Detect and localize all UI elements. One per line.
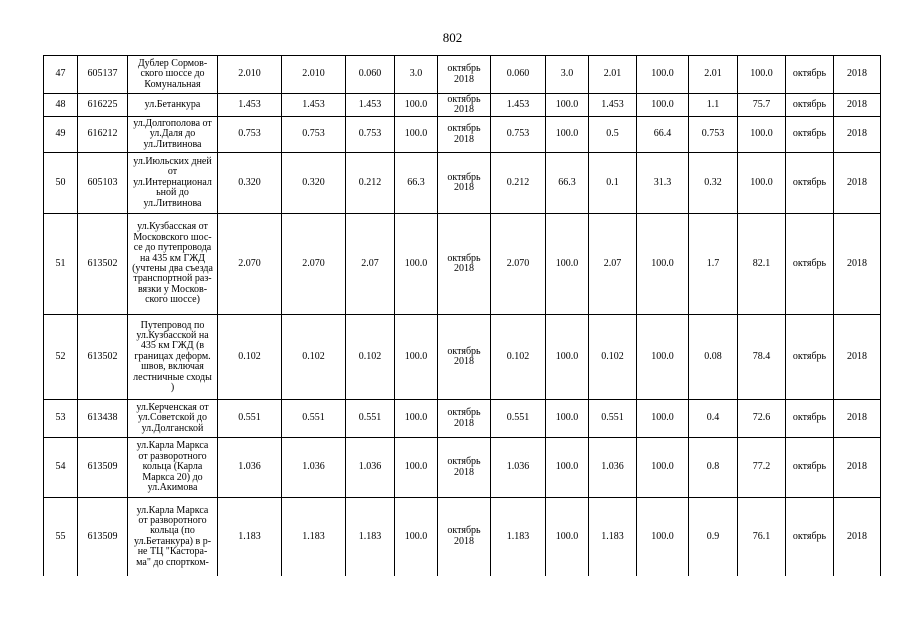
table-cell: ул.Кузбасская от Московского шос- се до путепровода на 435 км ГЖД (учтены два съезда транспортной раз- вязки у Москов- ского шоссе) <box>128 214 218 315</box>
table-body <box>44 56 881 576</box>
table-cell: 0.753 <box>346 117 395 153</box>
table-cell: ул.Бетанкура <box>128 94 218 117</box>
table-cell: Путепровод по ул.Кузбасской на 435 км ГЖД (в границах деформ. швов, включая лестничные сходы ) <box>128 315 218 400</box>
table-cell: октябрь 2018 <box>438 117 491 153</box>
table-cell: 66.3 <box>546 153 589 214</box>
table-cell: 100.0 <box>395 117 438 153</box>
table-row <box>44 315 881 400</box>
table-cell: 0.551 <box>346 400 395 438</box>
table-cell: 2018 <box>834 315 881 400</box>
table-cell: 100.0 <box>395 214 438 315</box>
table-cell: 1.036 <box>491 438 546 498</box>
table-cell: 2018 <box>834 94 881 117</box>
table-cell: 0.4 <box>689 400 738 438</box>
table-cell: 100.0 <box>546 94 589 117</box>
table-cell: 100.0 <box>637 56 689 94</box>
table-cell: 1.453 <box>218 94 282 117</box>
table-cell: 100.0 <box>395 315 438 400</box>
table-cell: 77.2 <box>738 438 786 498</box>
table-cell: 1.036 <box>282 438 346 498</box>
table-cell: 54 <box>44 438 78 498</box>
table-cell: 2.070 <box>491 214 546 315</box>
table-cell: октябрь <box>786 315 834 400</box>
table-cell: 100.0 <box>395 498 438 576</box>
table-cell: 0.9 <box>689 498 738 576</box>
table-cell: ул.Июльских дней от ул.Интернационал ьной до ул.Литвинова <box>128 153 218 214</box>
table-cell: 2018 <box>834 400 881 438</box>
table-cell: 616212 <box>78 117 128 153</box>
table-cell: октябрь <box>786 153 834 214</box>
table-cell: 31.3 <box>637 153 689 214</box>
table-cell: октябрь <box>786 94 834 117</box>
table-cell: 82.1 <box>738 214 786 315</box>
table-cell: 2018 <box>834 438 881 498</box>
table-cell: октябрь 2018 <box>438 400 491 438</box>
table-cell: 100.0 <box>546 438 589 498</box>
table-cell: 0.551 <box>589 400 637 438</box>
table-cell: 0.32 <box>689 153 738 214</box>
table-cell: 1.453 <box>346 94 395 117</box>
table-cell: 66.3 <box>395 153 438 214</box>
table-cell: 0.753 <box>491 117 546 153</box>
table-cell: 2018 <box>834 214 881 315</box>
table-cell: 1.036 <box>589 438 637 498</box>
table-cell: ул.Карла Маркса от разворотного кольца (Карла Маркса 20) до ул.Акимова <box>128 438 218 498</box>
table-cell: 76.1 <box>738 498 786 576</box>
table-cell: октябрь <box>786 438 834 498</box>
table-cell: 1.183 <box>589 498 637 576</box>
table-row <box>44 400 881 438</box>
table-cell: 1.1 <box>689 94 738 117</box>
table-cell: 100.0 <box>395 94 438 117</box>
table-cell: 1.183 <box>282 498 346 576</box>
table-cell: 2.010 <box>218 56 282 94</box>
table-cell: 0.102 <box>491 315 546 400</box>
table-cell: 66.4 <box>637 117 689 153</box>
table-cell: 0.551 <box>491 400 546 438</box>
table-cell: 0.5 <box>589 117 637 153</box>
table-cell: октябрь 2018 <box>438 94 491 117</box>
table-cell: 1.183 <box>346 498 395 576</box>
table-cell: 75.7 <box>738 94 786 117</box>
table-cell: 52 <box>44 315 78 400</box>
table-cell: 100.0 <box>738 56 786 94</box>
table-cell: октябрь 2018 <box>438 56 491 94</box>
table-cell: 2018 <box>834 56 881 94</box>
table-cell: октябрь 2018 <box>438 214 491 315</box>
table-cell: Дублер Сормов- ского шоссе до Комунальная <box>128 56 218 94</box>
table-cell: 100.0 <box>637 214 689 315</box>
table-cell: октябрь 2018 <box>438 315 491 400</box>
table-cell: 0.753 <box>282 117 346 153</box>
table-cell: 48 <box>44 94 78 117</box>
table-row <box>44 117 881 153</box>
table-cell: 2.01 <box>689 56 738 94</box>
table-cell: октябрь <box>786 400 834 438</box>
table-cell: 0.102 <box>218 315 282 400</box>
table-cell: октябрь <box>786 214 834 315</box>
table-cell: 605103 <box>78 153 128 214</box>
table-cell: 1.453 <box>282 94 346 117</box>
table-cell: 613502 <box>78 315 128 400</box>
table-cell: 2.070 <box>282 214 346 315</box>
table-cell: 2.07 <box>346 214 395 315</box>
table-cell: 2018 <box>834 153 881 214</box>
table-cell: 53 <box>44 400 78 438</box>
table-row <box>44 498 881 576</box>
table-cell: 0.212 <box>346 153 395 214</box>
table-cell: 0.753 <box>689 117 738 153</box>
table-row <box>44 56 881 94</box>
table-cell: 100.0 <box>546 315 589 400</box>
table-row <box>44 438 881 498</box>
table-cell: 100.0 <box>637 315 689 400</box>
table-cell: 613509 <box>78 438 128 498</box>
table-cell: октябрь 2018 <box>438 438 491 498</box>
table-cell: 616225 <box>78 94 128 117</box>
table-cell: 49 <box>44 117 78 153</box>
table-cell: 50 <box>44 153 78 214</box>
table-cell: 1.183 <box>491 498 546 576</box>
table-cell: 1.7 <box>689 214 738 315</box>
table-cell: 0.102 <box>346 315 395 400</box>
table-cell: ул.Карла Маркса от разворотного кольца (по ул.Бетанкура) в р- не ТЦ "Касторa- ма" до спортком- <box>128 498 218 576</box>
table-cell: 3.0 <box>546 56 589 94</box>
table-cell: 1.183 <box>218 498 282 576</box>
table-cell: 100.0 <box>395 400 438 438</box>
table-cell: 100.0 <box>637 438 689 498</box>
table-cell: 100.0 <box>637 94 689 117</box>
table-cell: 3.0 <box>395 56 438 94</box>
table-row <box>44 214 881 315</box>
table-cell: 100.0 <box>637 498 689 576</box>
table-cell: 0.753 <box>218 117 282 153</box>
table-cell: 2.07 <box>589 214 637 315</box>
table-cell: 2.070 <box>218 214 282 315</box>
table-cell: 2.010 <box>282 56 346 94</box>
table-cell: 0.551 <box>218 400 282 438</box>
table-cell: 1.036 <box>346 438 395 498</box>
page-number: 802 <box>442 30 463 45</box>
table-cell: 1.036 <box>218 438 282 498</box>
table-cell: 2018 <box>834 117 881 153</box>
table-cell: октябрь <box>786 498 834 576</box>
table-cell: 613438 <box>78 400 128 438</box>
table-cell: октябрь <box>786 56 834 94</box>
table-cell: 100.0 <box>395 438 438 498</box>
table-cell: 0.212 <box>491 153 546 214</box>
table-cell: 100.0 <box>546 400 589 438</box>
table-cell: 1.453 <box>491 94 546 117</box>
table-cell: 0.102 <box>282 315 346 400</box>
table-cell: 100.0 <box>546 498 589 576</box>
table-cell: 55 <box>44 498 78 576</box>
table-cell: октябрь <box>786 117 834 153</box>
table-cell: 0.060 <box>491 56 546 94</box>
table-cell: 0.320 <box>282 153 346 214</box>
table-row <box>44 153 881 214</box>
table-cell: 1.453 <box>589 94 637 117</box>
table-cell: 0.102 <box>589 315 637 400</box>
table-cell: 100.0 <box>637 400 689 438</box>
table-cell: ул.Долгополова от ул.Даля до ул.Литвинова <box>128 117 218 153</box>
table-cell: 0.8 <box>689 438 738 498</box>
table-cell: 100.0 <box>546 214 589 315</box>
table-cell: 100.0 <box>546 117 589 153</box>
table-cell: 72.6 <box>738 400 786 438</box>
table-cell: 0.060 <box>346 56 395 94</box>
table-cell: 47 <box>44 56 78 94</box>
table-cell: 0.320 <box>218 153 282 214</box>
table-row <box>44 94 881 117</box>
table-cell: 51 <box>44 214 78 315</box>
table-cell: 613502 <box>78 214 128 315</box>
table-cell: 613509 <box>78 498 128 576</box>
table-cell: 0.551 <box>282 400 346 438</box>
table-cell: 100.0 <box>738 153 786 214</box>
road-table <box>43 55 881 576</box>
table-cell: октябрь 2018 <box>438 153 491 214</box>
table-cell: 605137 <box>78 56 128 94</box>
table-cell: 0.08 <box>689 315 738 400</box>
table-cell: 2018 <box>834 498 881 576</box>
table-cell: октябрь 2018 <box>438 498 491 576</box>
table-cell: 100.0 <box>738 117 786 153</box>
table-cell: 0.1 <box>589 153 637 214</box>
table-cell: 78.4 <box>738 315 786 400</box>
table-cell: ул.Керченская от ул.Советской до ул.Долганской <box>128 400 218 438</box>
table-cell: 2.01 <box>589 56 637 94</box>
